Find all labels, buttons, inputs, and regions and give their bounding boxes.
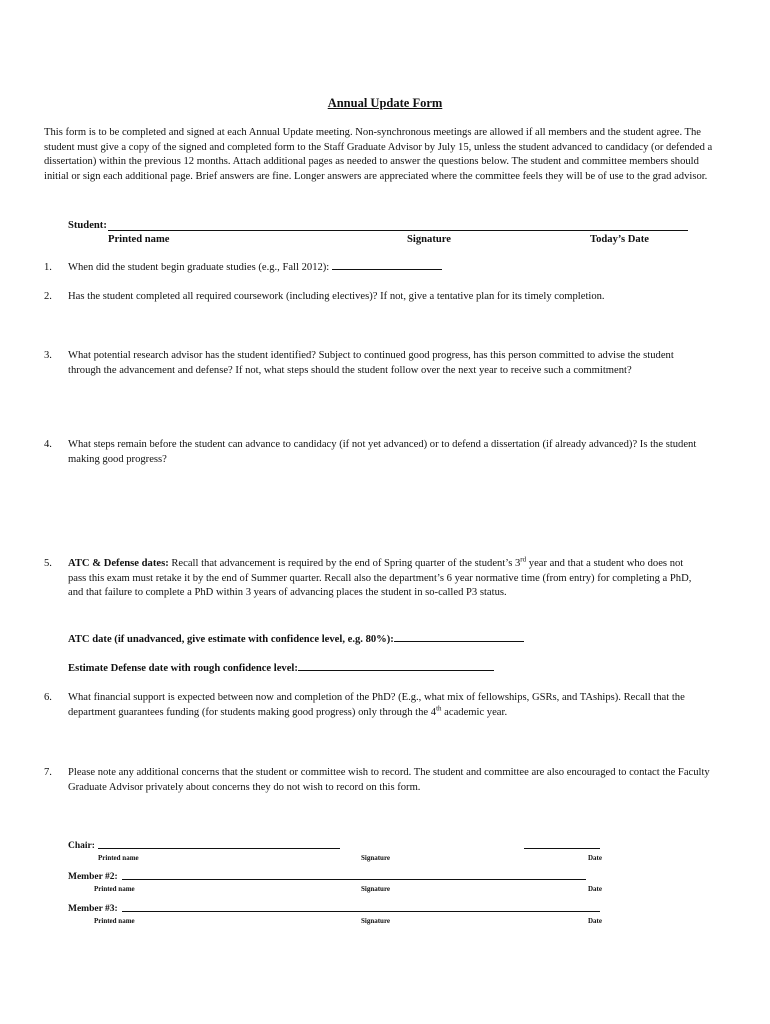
defense-date-blank[interactable] (298, 670, 494, 671)
printed-name-caption: Printed name (94, 917, 135, 925)
chair-name-line[interactable] (98, 848, 340, 849)
ordinal-suffix: th (436, 703, 442, 712)
printed-name-caption: Printed name (98, 854, 139, 862)
question-text (68, 691, 730, 720)
student-signature-row (68, 219, 688, 249)
student-signature-line[interactable] (108, 230, 688, 231)
todays-date-label: Today’s Date (590, 234, 649, 245)
member3-label: Member #3: (68, 904, 118, 914)
question-text-part: Recall that advancement is required by the end of Spring quarter of the student’s 3 (168, 558, 521, 569)
question-number: 7. (44, 767, 52, 778)
defense-date-label: Estimate Defense date with rough confidence level: (68, 663, 298, 674)
question-text: Has the student completed all required coursework (including electives)? If not, give a tentative plan for its timely completion. (68, 291, 605, 302)
question-text-part: academic year. (441, 706, 508, 718)
signature-label: Signature (407, 234, 451, 245)
printed-name-caption: Printed name (94, 885, 135, 893)
member2-label: Member #2: (68, 872, 118, 882)
chair-date-line[interactable] (524, 848, 600, 849)
atc-date-label: ATC date (if unadvanced, give estimate with confidence level, e.g. 80%): (68, 634, 394, 645)
member3-signature-line[interactable] (122, 911, 600, 912)
ordinal-suffix: rd (520, 555, 527, 564)
question-text: Please note any additional concerns that the student or committee wish to record. The student and committee are also encouraged to contact the Faculty Graduate Advisor privately about concerns they do not wish to record on this form. (68, 767, 710, 793)
signature-caption: Signature (361, 854, 391, 862)
question-number: 6. (44, 692, 52, 703)
question-lead: ATC & Defense dates: (68, 558, 169, 569)
intro-paragraph (44, 126, 724, 184)
question-number: 1. (44, 262, 52, 273)
member2-signature-line[interactable] (122, 879, 586, 880)
question-number: 4. (44, 439, 52, 450)
form-title: Annual Update Form (327, 96, 443, 110)
question-text (68, 557, 696, 601)
question-text-part: What financial support is expected between now and completion of the PhD? (E.g., what mix of fellowships, GSRs, and TAships). Recall that the department guarantees funding (for students making good progress) only through the 4 (68, 692, 685, 718)
question-number: 2. (44, 291, 52, 302)
date-caption: Date (588, 917, 602, 925)
question-text-part: year and that a student who does not pass this exam must retake it by the end of Summer quarter. Recall also the department’s 6 year normative time (from entry) for completing a PhD, and that failure to complete a PhD within 3 years of advancing places the student in so-called P3 status. (68, 558, 692, 598)
question-text: When did the student begin graduate studies (e.g., Fall 2012): (68, 262, 332, 273)
date-caption: Date (588, 854, 602, 862)
question-text: What potential research advisor has the student identified? Subject to continued good progress, has this person committed to advise the student through the advancement and defense? If not, what steps should the student follow over the next year to receive such a commitment? (68, 350, 674, 376)
question-number: 3. (44, 350, 52, 361)
chair-label: Chair: (68, 841, 95, 851)
question-number: 5. (44, 558, 52, 569)
start-date-blank[interactable] (332, 269, 442, 270)
intro-text: This form is to be completed and signed at each Annual Update meeting. Non-synchronous meetings are allowed if all members and the student agree. The student must give a copy of the signed and completed form to the Staff Graduate Advisor by July 15, unless the student advanced to candidacy (or defended a dissertation) within the previous 12 months. Attach additional pages as needed to answer the questions below. The student and committee members should initial or sign each additional page. Brief answers are fine. Longer answers are appreciated where the committee feels they will be of use to the grad advisor. (44, 127, 713, 182)
member2-signature-row (68, 870, 608, 896)
printed-name-label: Printed name (108, 234, 170, 245)
signature-caption: Signature (361, 917, 391, 925)
member3-signature-row (68, 902, 608, 928)
signature-caption: Signature (361, 885, 391, 893)
atc-date-blank[interactable] (394, 641, 524, 642)
chair-signature-row (68, 839, 608, 865)
question-text: What steps remain before the student can advance to candidacy (if not yet advanced) or to defend a dissertation (if already advanced)? Is the student making good progress? (68, 439, 697, 465)
date-caption: Date (588, 885, 602, 893)
student-label: Student: (68, 220, 107, 231)
